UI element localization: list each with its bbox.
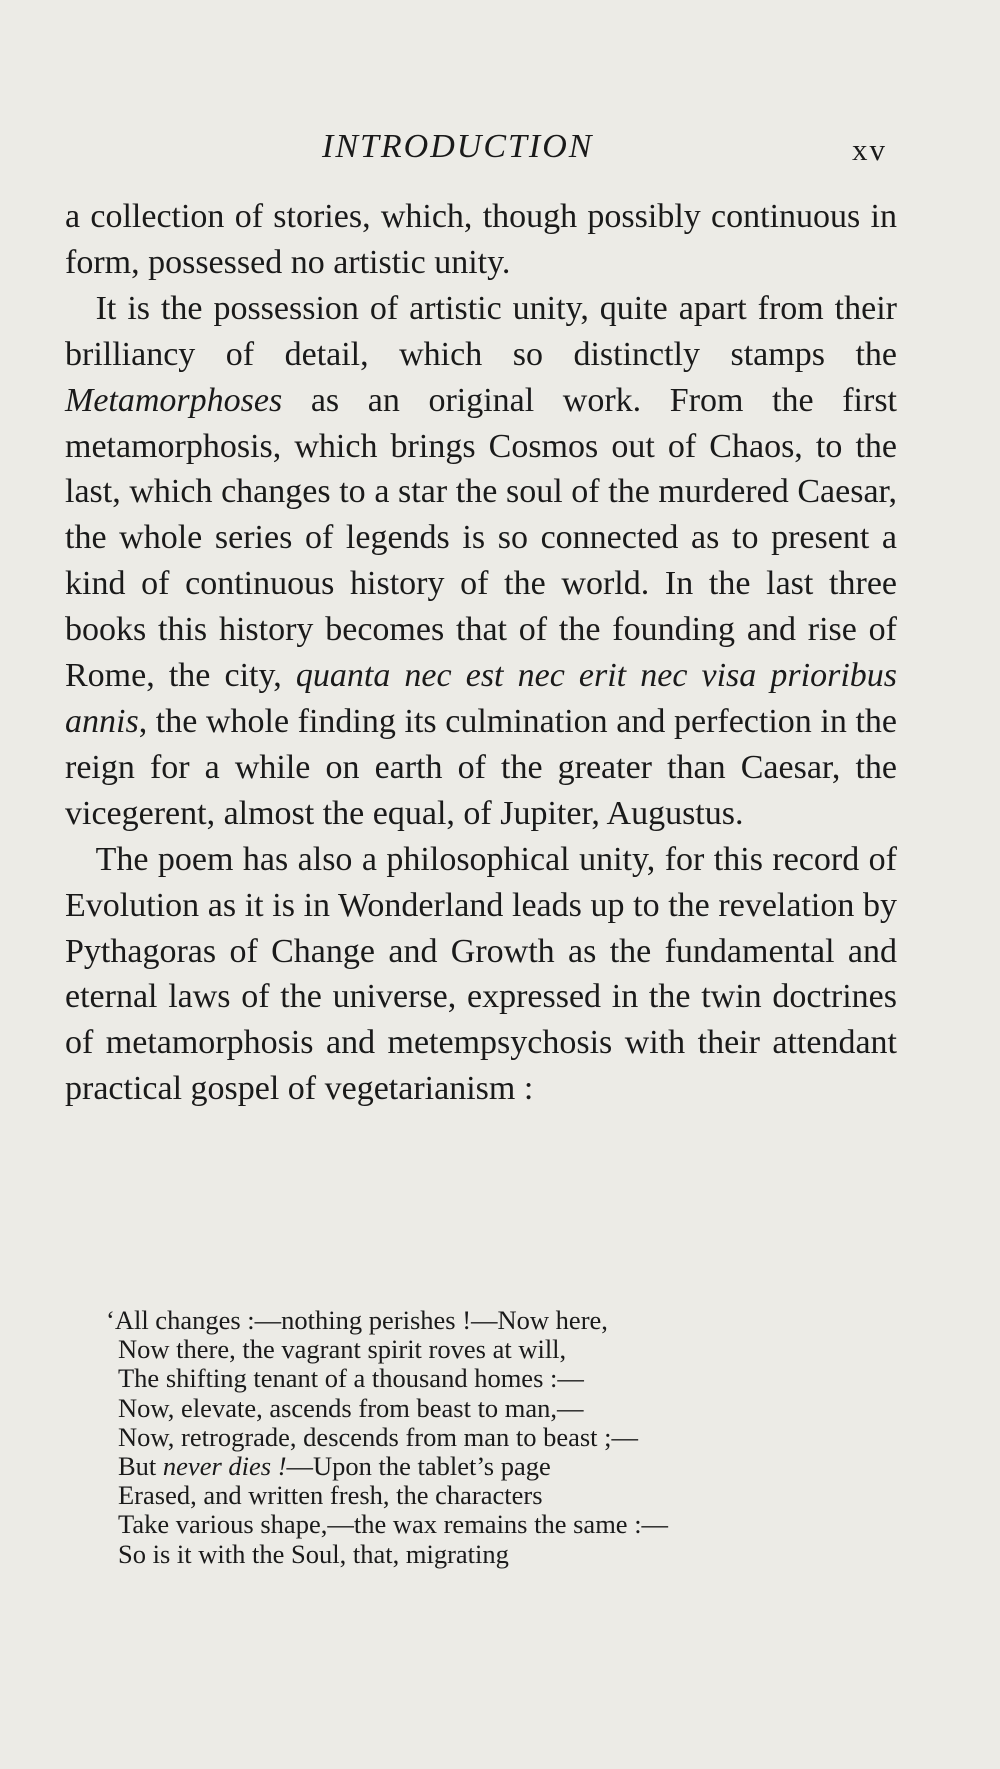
paragraph-2-text-a: It is the possession of artistic unity, quite apart from their brilliancy of detail, which so distinctly stamps the (65, 289, 897, 373)
page-number: xv (852, 132, 887, 167)
poem-line: So is it with the Soul, that, migrating (118, 1538, 509, 1569)
poem-line-6-c: —Upon the tablet’s page (286, 1451, 551, 1482)
paragraph-2 (65, 286, 897, 837)
poem-line: Now, retrograde, descends from man to beast ;— (118, 1421, 639, 1452)
poem-line (118, 1452, 668, 1481)
paragraph-1: a collection of stories, which, though possibly continuous in form, possessed no artistic unity. (65, 198, 897, 281)
poem-line: Erased, and written fresh, the characters (118, 1480, 543, 1511)
poem-line: Now, elevate, ascends from beast to man,— (118, 1392, 584, 1423)
paragraph-2-text-c: as an original work. From the first metamorphosis, which brings Cosmos out of Chaos, to the last, which changes to a star the soul of the murdered Caesar, the whole series of legends is so connected as to present a kind of continuous history of the world. In the last three books this history becomes that of the founding and rise of Rome, the city, (65, 381, 897, 695)
poem-line: ‘All changes :—nothing perishes !—Now here, (106, 1305, 608, 1335)
poem-line-6-a: But (118, 1451, 163, 1482)
body-text (65, 194, 897, 1112)
poem-line-6-italic: never dies ! (162, 1451, 287, 1482)
poem-line: Take various shape,—the wax remains the same :— (118, 1509, 669, 1540)
paragraph-2-text-e: , the whole finding its culmination and perfection in the reign for a while on earth of the greater than Caesar, the vicegerent, almost the equal, of Jupiter, Augustus. (65, 702, 897, 832)
running-title: INTRODUCTION (322, 128, 594, 165)
paragraph-3: The poem has also a philosophical unity, for this record of Evolution as it is in Wonderland leads up to the revelation by Pythagoras of Change and Growth as the fundamental and eternal laws of the universe, expressed in the twin doctrines of metamorphosis and metempsychosis with their attendant practical gospel of vegetarianism : (65, 840, 897, 1108)
poem-quotation (106, 1305, 669, 1569)
latin-quotation: quanta nec est nec erit nec visa prioribus annis (65, 657, 897, 740)
poem-line: Now there, the vagrant spirit roves at will, (118, 1334, 567, 1365)
page-header (0, 128, 1000, 178)
poem-line: The shifting tenant of a thousand homes :— (118, 1363, 584, 1394)
work-title: Metamorphoses (65, 381, 283, 419)
